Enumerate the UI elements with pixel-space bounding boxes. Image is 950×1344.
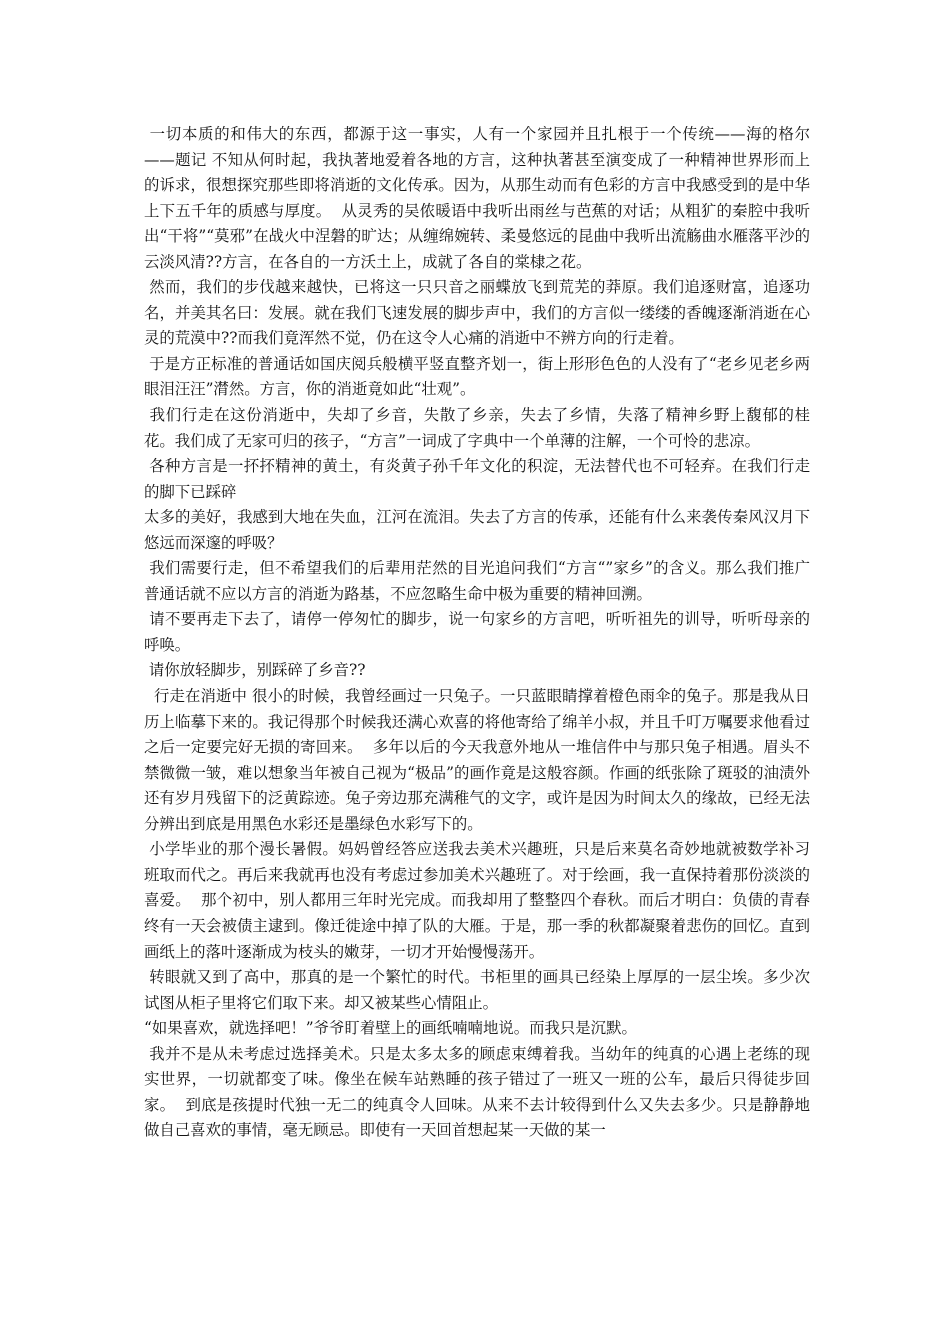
paragraph: 我们需要行走，但不希望我们的后辈用茫然的目光追问我们“方言“”家乡”的含义。那么我们推广普通话就不应以方言的消逝为路基，不应忽略生命中极为重要的精神回溯。 [144,559,810,603]
paragraph: 于是方正标准的普通话如国庆阅兵般横平竖直整齐划一，街上形形色色的人没有了“老乡见老乡两眼泪汪汪”潸然。方言，你的消逝竟如此“壮观”。 [144,354,810,399]
essay-body [144,122,820,1144]
paragraph-intro: 一切本质的和伟大的东西，都源于这一事实，人有一个家园并且扎根于一个传统——海的格尔 ——题记 不知从何时起，我执著地爱着各地的方言，这种执著甚至演变成了一种精神世界形而上的诉求，很想探究那些即将消逝的文化传承。因为，从那生动而有色彩的方言中我感受到的是中华上下五千年的质感与厚度。 从灵秀的吴侬暖语中我听出雨丝与芭蕉的对话；从粗犷的秦腔中我听出“干将”“莫邪”在战火中涅磐的旷达；从缠绵婉转、柔曼悠远的昆曲中我听出流觞曲水雁落平沙的云淡风清??方言，在各自的一方沃土上，成就了各自的棠棣之花。 [144,125,820,271]
paragraph: 我们行走在这份消逝中，失却了乡音，失散了乡亲，失去了乡情，失落了精神乡野上馥郁的桂花。我们成了无家可归的孩子，“方言”一词成了字典中一个单薄的注解，一个可怜的悲凉。 [144,406,810,450]
paragraph: 行走在消逝中 很小的时候，我曾经画过一只兔子。一只蓝眼睛撑着橙色雨伞的兔子。那是我从日历上临摹下来的。我记得那个时候我还满心欢喜的将他寄给了绵羊小叔，并且千叮万嘱要求他看过之后一定要完好无损的寄回来。 多年以后的今天我意外地从一堆信件中与那只兔子相遇。眉头不禁微微一皱，难以想象当年被自己视为“极品”的画作竟是这般容颜。作画的纸张除了斑驳的油渍外还有岁月残留下的泛黄踪迹。兔子旁边那充满稚气的文字，或许是因为时间太久的缘故，已经无法分辨出到底是用黑色水彩还是墨绿色水彩写下的。 [144,687,810,833]
paragraph: 小学毕业的那个漫长暑假。妈妈曾经答应送我去美术兴趣班，只是后来莫名奇妙地就被数学补习班取而代之。再后来我就再也没有考虑过参加美术兴趣班了。对于绘画，我一直保持着那份淡淡的喜爱。 那个初中，别人都用三年时光完成。而我却用了整整四个春秋。而后才明白：负债的青春终有一天会被债主逮到。像迁徙途中掉了队的大雁。于是，那一季的秋都凝聚着悲伤的回忆。直到画纸上的落叶逐渐成为枝头的嫩芽，一切才开始慢慢荡开。 [144,840,810,961]
paragraph: 转眼就又到了高中，那真的是一个繁忙的时代。书柜里的画具已经染上厚厚的一层尘埃。多少次试图从柜子里将它们取下来。却又被某些心情阻止。 [144,968,810,1012]
paragraph: 太多的美好，我感到大地在失血，江河在流泪。失去了方言的传承，还能有什么来袭传秦风汉月下悠远而深邃的呼吸？ [144,508,810,552]
paragraph: 各种方言是一抔抔精神的黄土，有炎黄子孙千年文化的积淀，无法替代也不可轻弃。在我们行走的脚下已踩碎 [144,457,810,501]
paragraph: “如果喜欢，就选择吧！”爷爷盯着壁上的画纸喃喃地说。而我只是沉默。 [144,1019,637,1038]
paragraph: 请不要再走下去了，请停一停匆忙的脚步，说一句家乡的方言吧，听听祖先的训导，听听母亲的呼唤。 [144,610,810,654]
paragraph: 我并不是从未考虑过选择美术。只是太多太多的顾虑束缚着我。当幼年的纯真的心遇上老练的现实世界，一切就都变了味。像坐在候车站熟睡的孩子错过了一班又一班的公车，最后只得徒步回家。 到底是孩提时代独一无二的纯真令人回味。从来不去计较得到什么又失去多少。只是静静地做自己喜欢的事情，毫无顾忌。即使有一天回首想起某一天做的某一 [144,1044,810,1140]
paragraph: 然而，我们的步伐越来越快，已将这一只只音之丽蝶放飞到荒芜的莽原。我们追逐财富，追逐功名，并美其名曰：发展。就在我们飞速发展的脚步声中，我们的方言似一缕缕的香魄逐渐消逝在心灵的荒漠中??而我们竟浑然不觉，仍在这令人心痛的消逝中不辨方向的行走着。 [144,278,810,348]
paragraph: 请你放轻脚步，别踩碎了乡音?? [144,661,366,680]
